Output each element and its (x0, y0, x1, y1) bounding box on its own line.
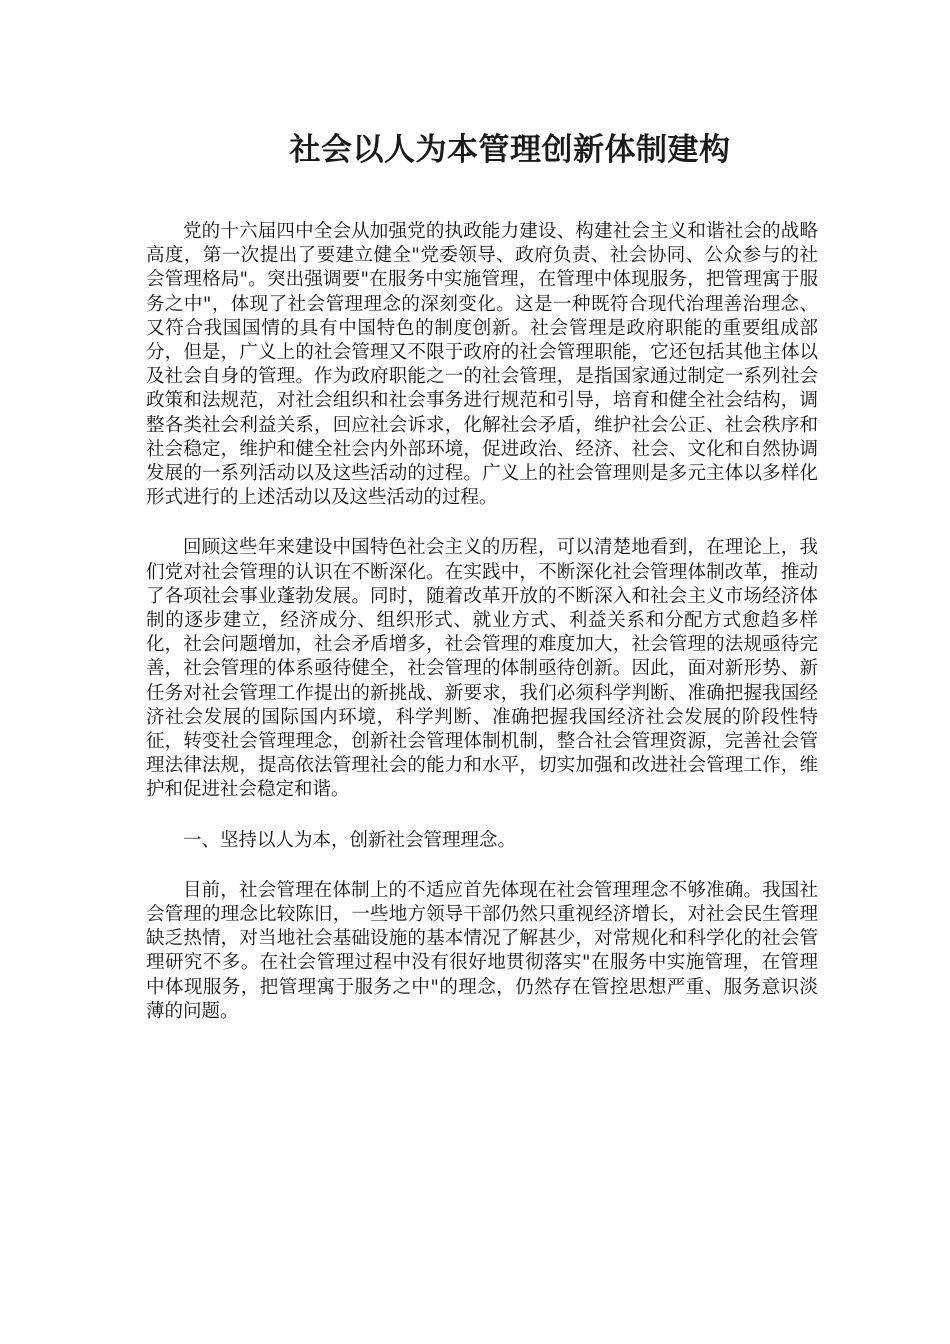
document-body (146, 220, 818, 1024)
document-title: 社会以人为本管理创新体制建构 (289, 132, 731, 168)
section-heading-1: 一、坚持以人为本，创新社会管理理念。 (183, 829, 517, 851)
paragraph-intro: 党的十六届四中全会从加强党的执政能力建设、构建社会主义和谐社会的战略高度，第一次提出了要建立健全"党委领导、政府负责、社会协同、公众参与的社会管理格局"。突出强调要"在服务中实施管理，在管理中体现服务，把管理寓于服务之中"，体现了社会管理理念的深刻变化。这是一种既符合现代治理善治理念、又符合我国国情的具有中国特色的制度创新。社会管理是政府职能的重要组成部分，但是，广义上的社会管理又不限于政府的社会管理职能，它还包括其他主体以及社会自身的管理。作为政府职能之一的社会管理，是指国家通过制定一系列社会政策和法规范，对社会组织和社会事务进行规范和引导，培育和健全社会结构，调整各类社会利益关系，回应社会诉求，化解社会矛盾，维护社会公正、社会秩序和社会稳定，维护和健全社会内外部环境，促进政治、经济、社会、文化和自然协调发展的一系列活动以及这些活动的过程。广义上的社会管理则是多元主体以多样化形式进行的上述活动以及这些活动的过程。 (146, 221, 818, 509)
paragraph-review: 回顾这些年来建设中国特色社会主义的历程，可以清楚地看到，在理论上，我们党对社会管理的认识在不断深化。在实践中，不断深化社会管理体制改革，推动了各项社会事业蓬勃发展。同时，随着改革开放的不断深入和社会主义市场经济体制的逐步建立，经济成分、组织形式、就业方式、利益关系和分配方式愈趋多样化，社会问题增加，社会矛盾增多，社会管理的难度加大，社会管理的法规亟待完善，社会管理的体系亟待健全，社会管理的体制亟待创新。因此，面对新形势、新任务对社会管理工作提出的新挑战、新要求，我们必须科学判断、准确把握我国经济社会发展的国际国内环境，科学判断、准确把握我国经济社会发展的阶段性特征，转变社会管理理念，创新社会管理体制机制，整合社会管理资源，完善社会管理法律法规，提高依法管理社会的能力和水平，切实加强和改进社会管理工作，维护和促进社会稳定和谐。 (146, 537, 818, 801)
paragraph-current-situation: 目前，社会管理在体制上的不适应首先体现在社会管理理念不够准确。我国社会管理的理念比较陈旧，一些地方领导干部仍然只重视经济增长，对社会民生管理缺乏热情，对当地社会基础设施的基本情况了解甚少，对常规化和科学化的社会管理研究不多。在社会管理过程中没有很好地贯彻落实"在服务中实施管理，在管理中体现服务，把管理寓于服务之中"的理念，仍然存在管控思想严重、服务意识淡薄的问题。 (146, 879, 818, 1022)
